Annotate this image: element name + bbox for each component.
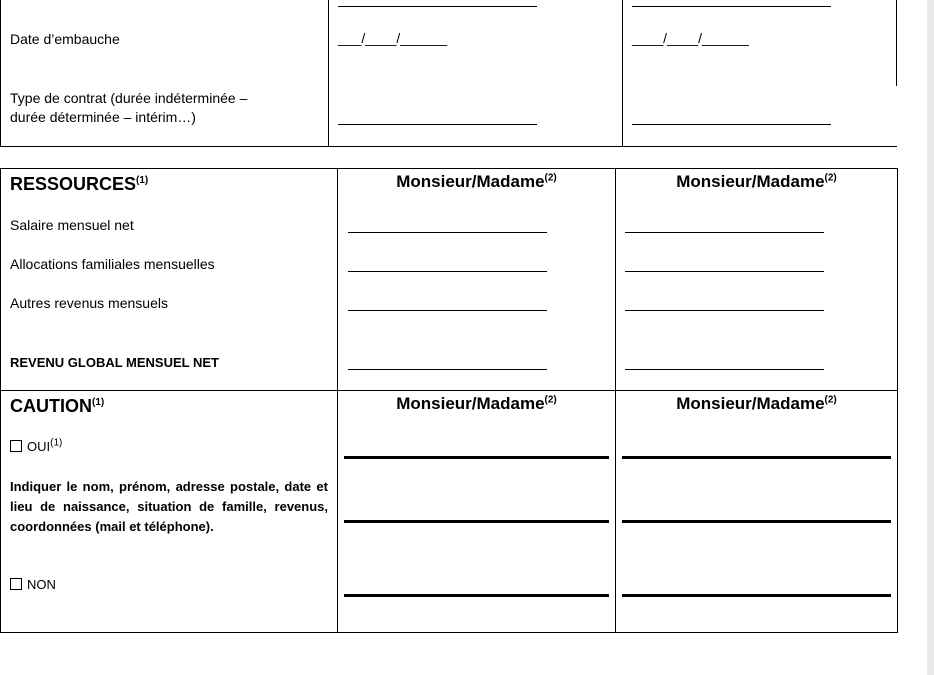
guarantor-field-2-line3[interactable] — [622, 594, 891, 597]
table-border-right — [896, 0, 897, 86]
hire-date-field-2[interactable]: ____/____/______ — [632, 30, 749, 46]
section-divider — [0, 390, 898, 391]
table-border-left — [0, 168, 1, 633]
other-income-field-2[interactable] — [625, 310, 824, 311]
contract-type-field-1[interactable] — [338, 124, 537, 125]
total-income-field-2[interactable] — [625, 369, 824, 370]
fill-line — [338, 6, 537, 7]
page-edge — [927, 0, 934, 675]
resources-col1-header: Monsieur/Madame$^{(2)}$ — [396, 172, 557, 191]
table-divider — [328, 0, 329, 147]
checkbox-oui[interactable] — [10, 440, 22, 452]
resources-col2-header: Monsieur/Madame$^{(2)}$ — [676, 172, 837, 191]
guarantor-field-2-line2[interactable] — [622, 520, 891, 523]
table-border-bottom — [0, 632, 898, 633]
guarantor-field-1-line3[interactable] — [344, 594, 609, 597]
hire-date-field-1[interactable]: ___/____/______ — [338, 30, 447, 46]
family-allowance-field-1[interactable] — [348, 271, 547, 272]
table-divider — [622, 0, 623, 147]
net-salary-label: Salaire mensuel net — [10, 217, 134, 233]
resources-title: RESSOURCES$^{(1)}$ — [10, 174, 149, 194]
caution-col2-header: Monsieur/Madame$^{(2)}$ — [676, 394, 837, 413]
fill-line — [632, 6, 831, 7]
contract-type-label-line1: Type de contrat (durée indéterminée – — [10, 90, 248, 106]
caution-title: CAUTION$^{(1)}$ — [10, 396, 105, 416]
table-border-right — [897, 168, 898, 633]
contract-type-label-line2: durée déterminée – intérim…) — [10, 109, 196, 125]
other-income-label: Autres revenus mensuels — [10, 295, 168, 311]
guarantor-field-2-line1[interactable] — [622, 456, 891, 459]
contract-type-field-2[interactable] — [632, 124, 831, 125]
non-option[interactable]: NON — [10, 575, 56, 594]
table-border-top — [0, 168, 898, 169]
total-income-label: REVENU GLOBAL MENSUEL NET — [10, 355, 219, 370]
guarantor-instructions: Indiquer le nom, prénom, adresse postale, date et lieu de naissance, situation de famille, revenus, coordonnées (mail et téléphone). — [10, 479, 328, 534]
guarantor-field-1-line2[interactable] — [344, 520, 609, 523]
net-salary-field-2[interactable] — [625, 232, 824, 233]
family-allowance-label: Allocations familiales mensuelles — [10, 256, 215, 272]
guarantor-field-1-line1[interactable] — [344, 456, 609, 459]
net-salary-field-1[interactable] — [348, 232, 547, 233]
oui-option[interactable]: OUI$^{(1)}$ — [10, 437, 62, 456]
other-income-field-1[interactable] — [348, 310, 547, 311]
checkbox-non[interactable] — [10, 578, 22, 590]
table-border-left — [0, 0, 1, 147]
family-allowance-field-2[interactable] — [625, 271, 824, 272]
total-income-field-1[interactable] — [348, 369, 547, 370]
table-border-bottom — [0, 146, 897, 147]
hire-date-label: Date d’embauche — [10, 31, 120, 47]
caution-col1-header: Monsieur/Madame$^{(2)}$ — [396, 394, 557, 413]
